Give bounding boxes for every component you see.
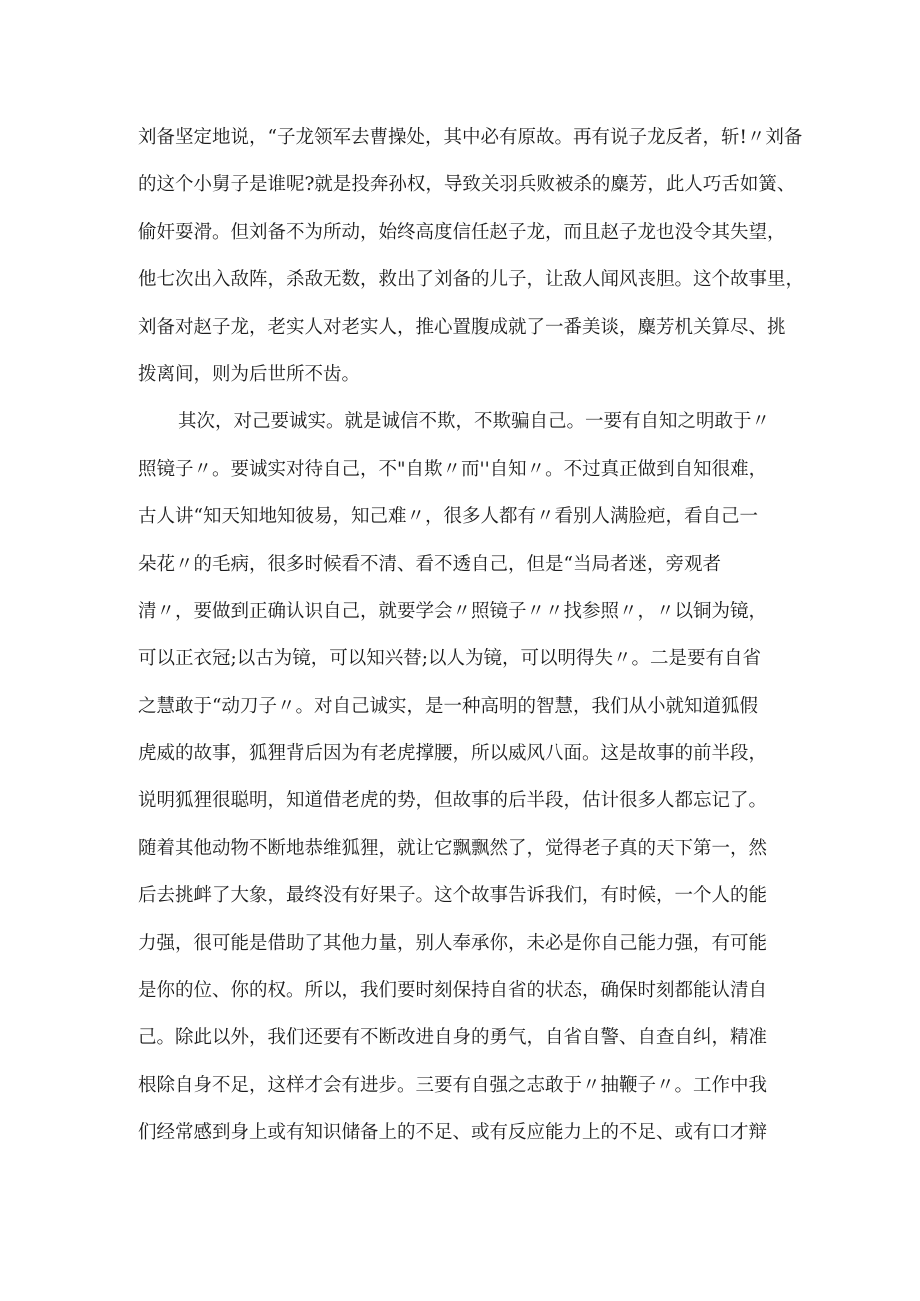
- text-line: 是你的位、你的权。所以，我们要时刻保持自省的状态，确保时刻都能认清自: [138, 980, 768, 1002]
- text-line: 根除自身不足，这样才会有进步。三要有自强之志敢于〃抽鞭子〃。工作中我: [138, 1074, 768, 1096]
- text-line: 刘备对赵子龙，老实人对老实人，推心置腹成就了一番美谈，麋芳机关算尽、挑: [138, 316, 786, 338]
- text-line: 拨离间，则为后世所不齿。: [138, 363, 361, 385]
- text-line: 后去挑衅了大象，最终没有好果子。这个故事告诉我们，有时候，一个人的能: [138, 885, 768, 907]
- text-line: 力强，很可能是借助了其他力量，别人奉承你，未必是你自己能力强，有可能: [138, 932, 768, 954]
- text-line: 之慧敢于“动刀子〃。对自己诚实，是一种高明的智慧，我们从小就知道狐假: [138, 695, 758, 717]
- text-line: 偷奸耍滑。但刘备不为所动，始终高度信任赵子龙，而且赵子龙也没令其失望，: [138, 221, 786, 243]
- body-text: [138, 114, 805, 1157]
- text-line: 们经常感到身上或有知识储备上的不足、或有反应能力上的不足、或有口才辩: [138, 1122, 768, 1144]
- text-line: 朵花〃的毛病，很多时候看不清、看不透自己，但是“当局者迷，旁观者: [138, 553, 721, 575]
- text-line: 说明狐狸很聪明，知道借老虎的势，但故事的后半段，估计很多人都忘记了。: [138, 790, 768, 812]
- text-line: 清〃，要做到正确认识自己，就要学会〃照镜子〃〃找参照〃，〃以铜为镜，: [138, 600, 768, 622]
- text-line: 刘备坚定地说，“子龙领军去曹操处，其中必有原故。再有说子龙反者，斩!〃刘备: [138, 127, 803, 148]
- paragraph-start-line: 其次，对己要诚实。就是诚信不欺，不欺骗自己。一要有自知之明敢于〃: [178, 411, 771, 433]
- text-line: 可以正衣冠;以古为镜，可以知兴替;以人为镜，可以明得失〃。二是要有自省: [138, 648, 761, 670]
- text-line: 己。除此以外，我们还要有不断改进自身的勇气，自省自警、自查自纠，精准: [138, 1027, 768, 1049]
- text-line: 随着其他动物不断地恭维狐狸，就让它飘飘然了，觉得老子真的天下第一，然: [138, 837, 768, 859]
- text-line: 古人讲“知天知地知彼易，知己难〃，很多人都有〃看别人满脸疤，看自己一: [138, 506, 758, 528]
- text-line: 虎威的故事，狐狸背后因为有老虎撑腰，所以威风八面。这是故事的前半段，: [138, 743, 768, 765]
- text-line: 他七次出入敌阵，杀敌无数，救出了刘备的儿子，让敌人闻风丧胆。这个故事里，: [138, 269, 805, 291]
- text-line: 的这个小舅子是谁呢?就是投奔孙权，导致关羽兵败被杀的麋芳，此人巧舌如簧、: [138, 174, 796, 196]
- text-line: 照镜子〃。要诚实对待自己，不"自欺〃而''自知〃。不过真正做到自知很难，: [138, 458, 768, 480]
